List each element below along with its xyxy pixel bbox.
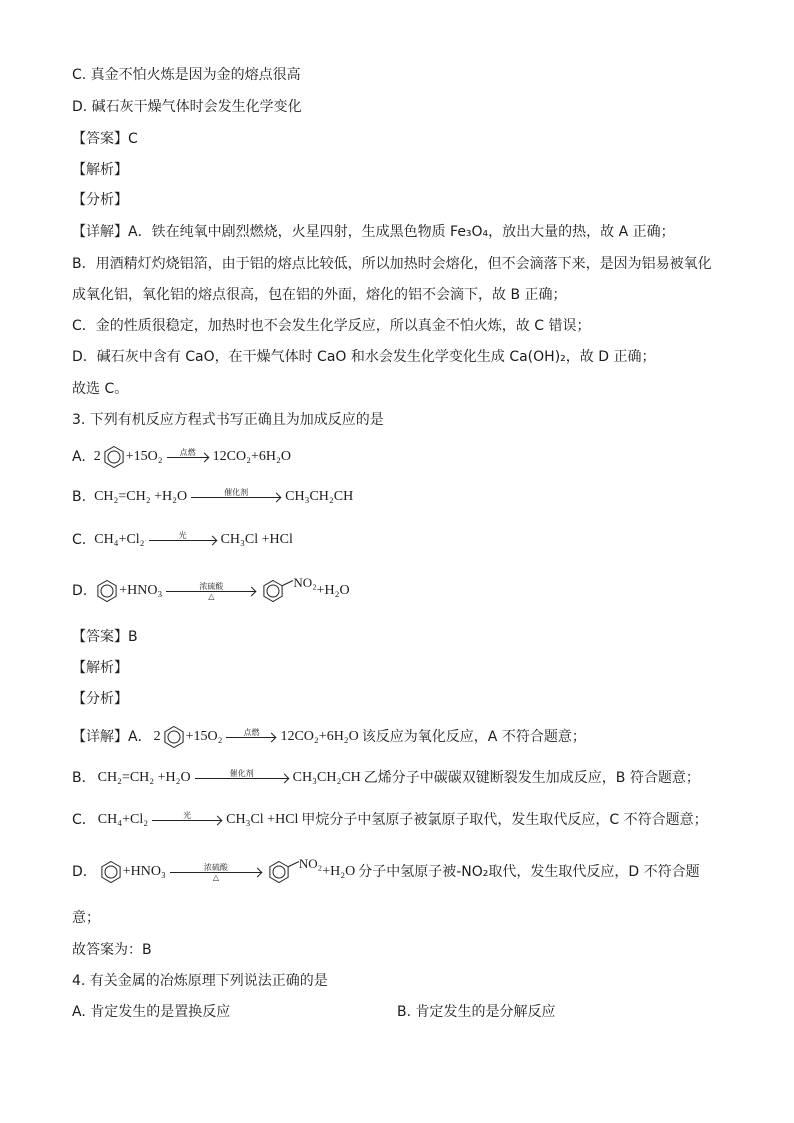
condition-above: 催化剂 — [224, 487, 249, 497]
q2-answer — [72, 129, 138, 149]
condition-above: 浓硫酸 — [203, 862, 228, 872]
product: +H₂O — [316, 583, 350, 598]
answer-label: 【答案】 — [72, 629, 128, 645]
detail-text: A．铁在纯氧中剧烈燃烧，火星四射，生成黑色物质 Fe₃O₄，放出大量的热，故 A 正确； — [128, 224, 675, 240]
reactant: CH₂=CH₂ +H₂O — [94, 489, 188, 504]
nitro-group: NO₂ — [293, 575, 317, 590]
benzene-ring-icon — [100, 860, 122, 884]
q3-detail-d — [72, 856, 700, 885]
q3-analysis-label: 【解析】 — [72, 660, 128, 676]
reactant: CH₂=CH₂ +H₂O — [97, 770, 191, 785]
q2-conclusion: 故选 C。 — [72, 381, 129, 397]
q2-detail-c: C．金的性质很稳定，加热时也不会发生化学反应，所以真金不怕火炼，故 C 错误； — [72, 318, 591, 334]
condition-above: 催化剂 — [229, 768, 254, 778]
q3-option-a — [72, 444, 291, 470]
product: 12CO₂+6H₂O — [212, 449, 291, 464]
reactant: +15O₂ — [125, 449, 163, 464]
product: CH₃CH₂CH — [285, 489, 354, 504]
condition-above: 光 — [178, 530, 187, 540]
q2-option-d: D. 碱石灰干燥气体时会发生化学变化 — [72, 99, 302, 115]
detail-option-label: A． — [128, 729, 152, 745]
detail-comment: 乙烯分子中碳碳双键断裂发生加成反应，B 符合题意； — [363, 770, 700, 786]
condition-below: △ — [208, 591, 215, 601]
condition-below: △ — [212, 872, 219, 882]
q3-option-d — [72, 575, 350, 604]
option-label: B. — [72, 489, 87, 505]
reactant: CH₄+Cl₂ — [94, 532, 145, 547]
reaction-arrow — [149, 531, 217, 550]
nitro-group: NO₂ — [298, 856, 323, 871]
detail-comment: 分子中氢原子被-NO₂取代，发生取代反应，D 不符合题 — [358, 864, 700, 880]
q3-answer — [72, 627, 138, 647]
nitrobenzene-ring-icon — [262, 579, 294, 603]
reactant: +HNO₃ — [122, 864, 166, 879]
benzene-ring-icon — [163, 725, 185, 749]
q3-detail-a — [72, 724, 586, 750]
q2-detail-b-line1: B．用酒精灯灼烧铝箔，由于铝的熔点比较低，所以加热时会熔化，但不会滴落下来，是因为铝易被氧化 — [72, 256, 712, 272]
q2-breakdown-label: 【分析】 — [72, 192, 128, 208]
condition-above: 点燃 — [179, 447, 196, 457]
answer-label: 【答案】 — [72, 131, 128, 147]
reactant: CH₄+Cl₂ — [97, 812, 149, 827]
arrow-shaft — [166, 591, 256, 592]
option-label: C. — [72, 532, 87, 548]
q4-option-b: B. 肯定发生的是分解反应 — [397, 1004, 556, 1020]
arrow-shaft — [152, 820, 222, 821]
answer-value: B — [128, 629, 138, 645]
reaction-arrow — [195, 769, 289, 788]
q2-detail-b-line2: 成氧化铝，氧化铝的熔点很高，包在铝的外面，熔化的铝不会滴下，故 B 正确； — [72, 287, 567, 303]
reactant: +15O₂ — [185, 729, 223, 744]
condition-above: 点燃 — [243, 727, 260, 737]
arrow-shaft — [226, 737, 276, 738]
option-label: A. — [72, 449, 86, 465]
detail-comment: 甲烷分子中氢原子被氯原子取代，发生取代反应，C 不符合题意； — [301, 812, 708, 828]
product: CH₃CH₂CH — [292, 770, 361, 785]
arrow-shaft — [149, 540, 217, 541]
arrow-shaft — [191, 497, 281, 498]
q4-option-a: A. 肯定发生的是置换反应 — [72, 1004, 231, 1020]
detail-option-label: D． — [72, 864, 97, 880]
benzene-ring-icon — [96, 579, 118, 603]
q3-option-b — [72, 484, 353, 510]
arrow-shaft — [195, 778, 289, 779]
detail-option-label: C． — [72, 812, 96, 828]
product: +H₂O — [322, 864, 356, 879]
product: CH₃Cl +HCl — [226, 812, 299, 827]
q3-detail-b — [72, 765, 700, 791]
coefficient: 2 — [153, 729, 161, 744]
reaction-arrow — [226, 728, 276, 747]
q3-conclusion: 故答案为：B — [72, 942, 152, 958]
detail-label: 【详解】 — [72, 224, 128, 240]
q2-analysis-label: 【解析】 — [72, 162, 128, 178]
q3-detail-c — [72, 807, 708, 833]
product: CH₃Cl +HCl — [220, 532, 293, 547]
arrow-shaft — [167, 457, 209, 458]
q2-detail-d: D．碱石灰中含有 CaO，在干燥气体时 CaO 和水会发生化学变化生成 Ca(OH)₂，故 D 正确； — [72, 349, 656, 365]
option-label: D. — [72, 583, 88, 599]
reactant: +HNO₃ — [119, 583, 163, 598]
benzene-ring-icon — [103, 445, 125, 469]
detail-option-label: B． — [72, 770, 96, 786]
detail-label: 【详解】 — [72, 729, 128, 745]
arrow-shaft — [170, 872, 262, 873]
q2-detail-a — [72, 222, 675, 242]
condition-above: 光 — [183, 810, 192, 820]
coefficient: 2 — [93, 449, 101, 464]
q3-breakdown-label: 【分析】 — [72, 691, 128, 707]
reaction-arrow — [152, 811, 222, 830]
reaction-arrow — [170, 863, 262, 882]
reaction-arrow — [166, 582, 256, 601]
q3-detail-d-continued: 意； — [72, 910, 100, 926]
reaction-arrow — [191, 488, 281, 507]
q2-option-c: C. 真金不怕火炼是因为金的熔点很高 — [72, 67, 301, 83]
q3-option-c — [72, 527, 293, 553]
q4-stem: 4. 有关金属的冶炼原理下列说法正确的是 — [72, 973, 328, 989]
q3-stem: 3. 下列有机反应方程式书写正确且为加成反应的是 — [72, 412, 384, 428]
detail-comment: 该反应为氧化反应，A 不符合题意； — [361, 729, 586, 745]
reaction-arrow — [167, 448, 209, 467]
answer-value: C — [128, 131, 138, 147]
nitrobenzene-ring-icon — [268, 860, 300, 884]
condition-above: 浓硫酸 — [199, 581, 224, 591]
product: 12CO₂+6H₂O — [280, 729, 359, 744]
